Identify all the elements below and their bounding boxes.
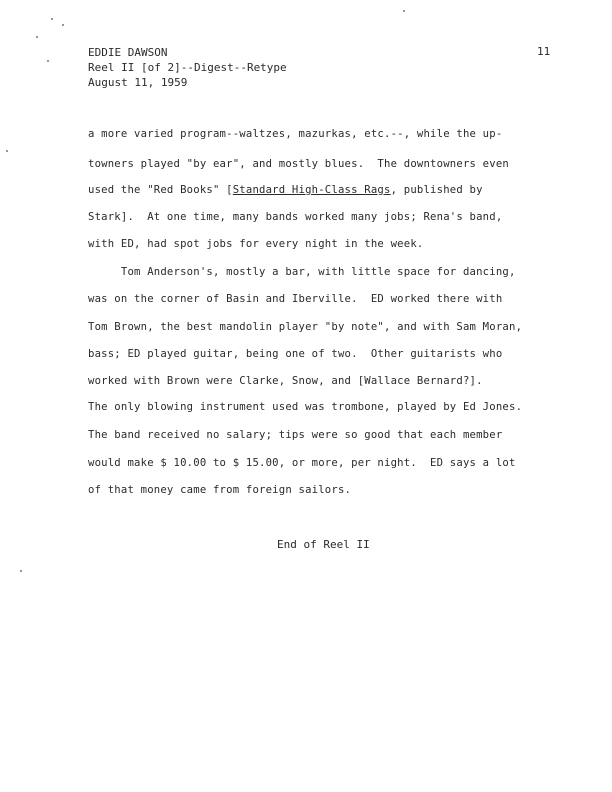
text-line: Tom Brown, the best mandolin player "by note", and with Sam Moran, bbox=[88, 321, 523, 333]
text-line: with ED, had spot jobs for every night in the week. bbox=[88, 238, 424, 250]
text-segment: , published by bbox=[390, 184, 483, 196]
page-number: 11 bbox=[537, 45, 551, 58]
end-of-reel: End of Reel II bbox=[277, 538, 370, 551]
scan-speck bbox=[47, 60, 49, 62]
text-line: a more varied program--waltzes, mazurkas, etc.--, while the up- bbox=[88, 128, 503, 140]
text-line: The only blowing instrument used was trombone, played by Ed Jones. bbox=[88, 401, 523, 413]
scan-speck bbox=[20, 570, 22, 572]
interviewee-name: EDDIE DAWSON bbox=[88, 46, 168, 59]
text-segment: used the "Red Books" [ bbox=[88, 184, 233, 196]
reel-info: Reel II [of 2]--Digest--Retype bbox=[88, 61, 287, 74]
text-line: was on the corner of Basin and Iberville. ED worked there with bbox=[88, 293, 503, 305]
text-line: bass; ED played guitar, being one of two. Other guitarists who bbox=[88, 348, 503, 360]
scan-speck bbox=[403, 10, 405, 12]
text-line: of that money came from foreign sailors. bbox=[88, 484, 352, 496]
text-line: would make $ 10.00 to $ 15.00, or more, per night. ED says a lot bbox=[88, 457, 516, 469]
text-line: The band received no salary; tips were so good that each member bbox=[88, 429, 503, 441]
interview-date: August 11, 1959 bbox=[88, 76, 188, 89]
scan-speck bbox=[6, 150, 8, 152]
text-line: Tom Anderson's, mostly a bar, with little space for dancing, bbox=[88, 266, 516, 278]
text-line: towners played "by ear", and mostly blues. The downtowners even bbox=[88, 158, 509, 170]
scan-speck bbox=[36, 36, 38, 38]
scan-speck bbox=[62, 24, 64, 26]
text-line bbox=[88, 184, 483, 196]
text-line: worked with Brown were Clarke, Snow, and [Wallace Bernard?]. bbox=[88, 375, 483, 387]
scan-speck bbox=[51, 18, 53, 20]
book-title-underlined: Standard High-Class Rags bbox=[232, 184, 391, 196]
text-line: Stark]. At one time, many bands worked many jobs; Rena's band, bbox=[88, 211, 503, 223]
